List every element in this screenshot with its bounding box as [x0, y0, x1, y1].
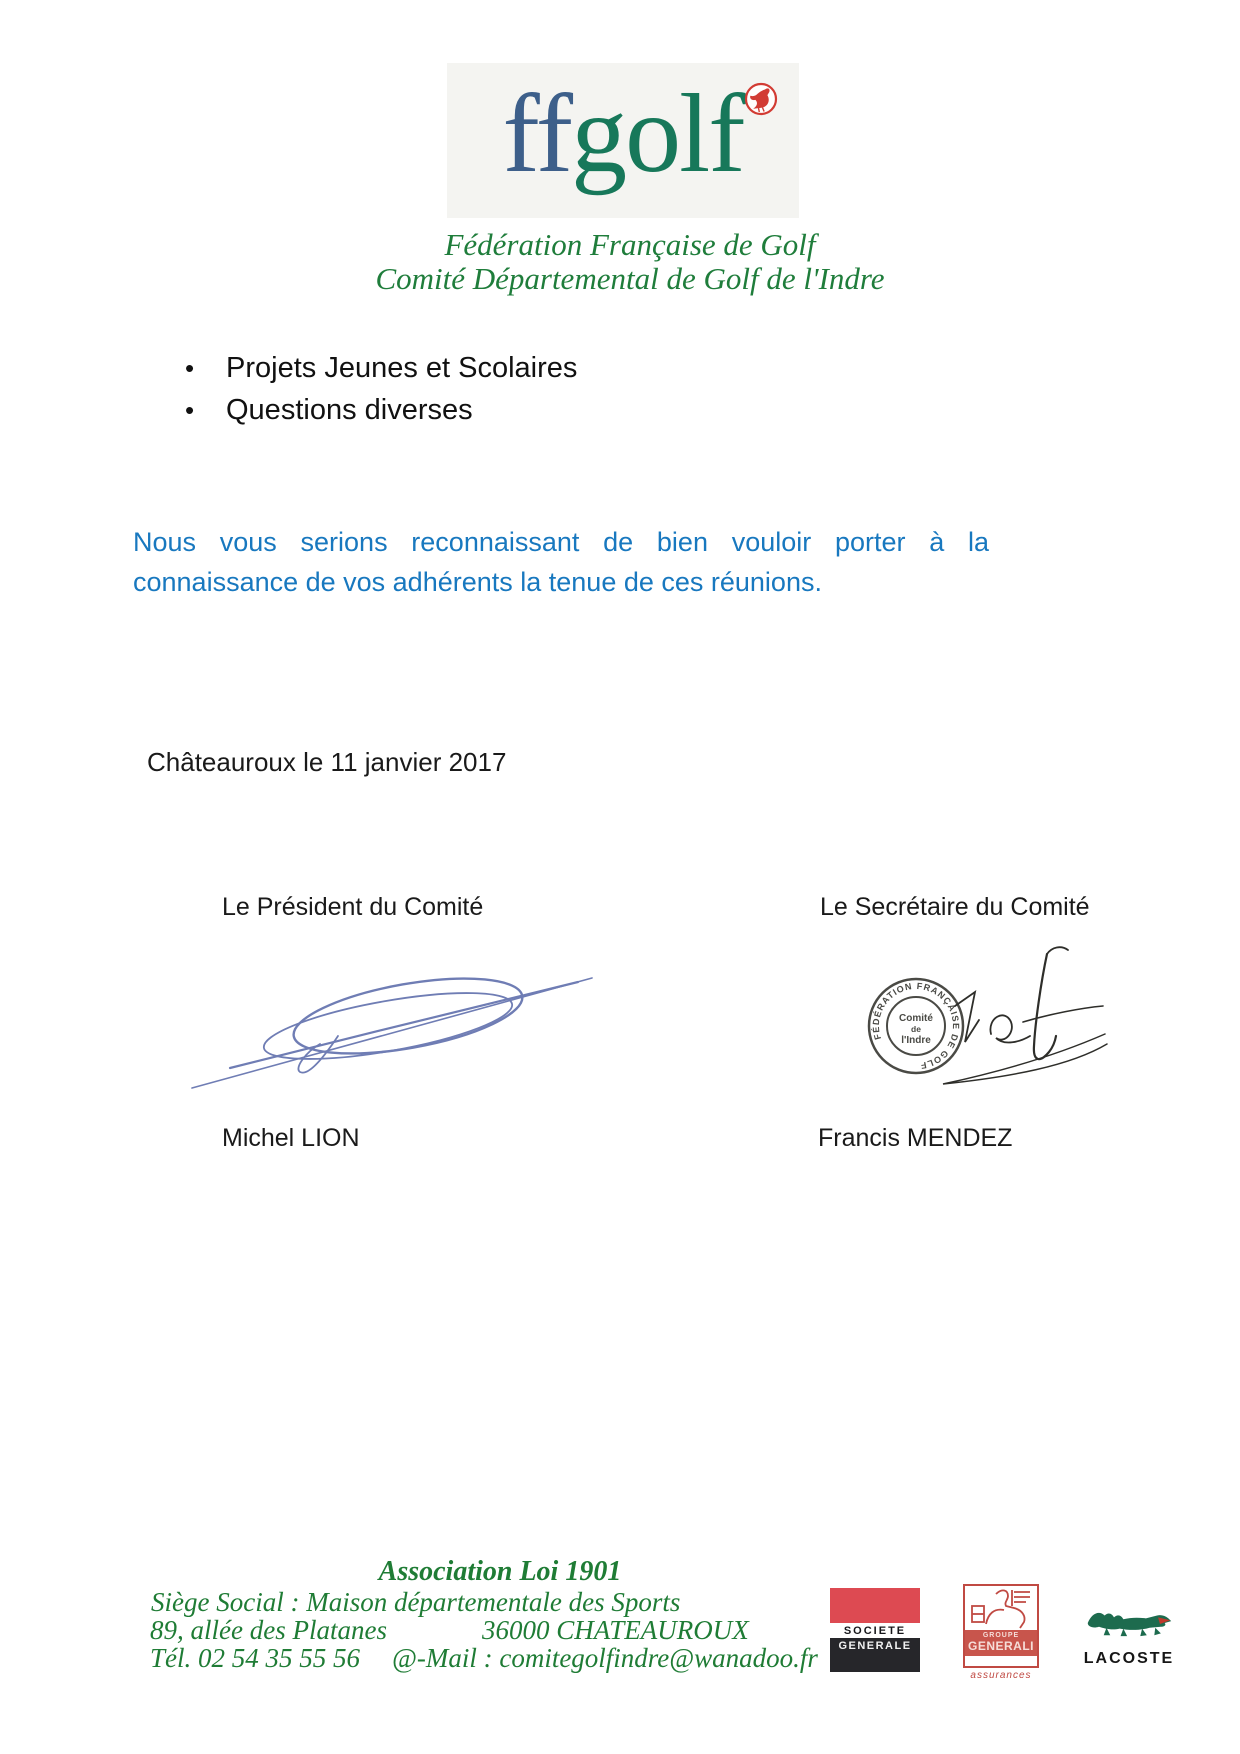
secretary-signature	[935, 942, 1110, 1110]
organization-header	[330, 228, 930, 296]
societe-generale-word2: GENERALE	[830, 1638, 920, 1672]
footer-street: 89, allée des Platanes	[150, 1615, 387, 1645]
footer-association: Association Loi 1901	[378, 1556, 622, 1587]
generali-logo	[963, 1584, 1039, 1681]
federation-name: Fédération Française de Golf	[444, 227, 816, 262]
ffgolf-wordmark-ff: ff	[502, 71, 572, 196]
rooster-icon	[743, 81, 779, 117]
notice-line-1: Nous vous serions reconnaissant de bien vouloir porter à la	[133, 527, 989, 557]
footer-city: 36000 CHATEAUROUX	[481, 1615, 749, 1645]
secretary-name: Francis MENDEZ	[818, 1124, 1013, 1152]
bullet-item-text: Questions diverses	[226, 394, 473, 426]
societe-generale-word1: SOCIETE	[830, 1623, 920, 1638]
ffgolf-wordmark-golf: golf	[571, 71, 744, 196]
stamp-ring-text: FÉDÉRATION FRANÇAISE DE GOLF	[870, 980, 962, 1071]
lacoste-label: LACOSTE	[1083, 1650, 1175, 1667]
president-title: Le Président du Comité	[222, 893, 484, 921]
bullet-icon: •	[185, 353, 195, 383]
president-signature	[170, 948, 600, 1103]
ffgolf-logo	[447, 63, 799, 218]
ffgolf-wordmark	[502, 71, 744, 204]
president-name: Michel LION	[222, 1124, 360, 1152]
secretary-title: Le Secrétaire du Comité	[820, 893, 1090, 921]
societe-generale-red-band	[830, 1588, 920, 1623]
committee-name: Comité Départemental de Golf de l'Indre	[375, 261, 885, 296]
lacoste-logo	[1083, 1602, 1175, 1668]
dateline: Châteauroux le 11 janvier 2017	[147, 747, 507, 777]
generali-band	[965, 1630, 1037, 1656]
generali-word2: GENERALI	[967, 1638, 1034, 1653]
notice-line-2: connaissance de vos adhérents la tenue de ces réunions.	[133, 567, 822, 597]
stamp-center-line1: Comité	[899, 1013, 933, 1024]
stamp-center-line3: l'Indre	[901, 1035, 931, 1046]
notice-paragraph	[133, 522, 989, 602]
list-item	[185, 352, 577, 385]
generali-word3: assurances	[970, 1670, 1032, 1681]
bullet-item-text: Projets Jeunes et Scolaires	[226, 352, 578, 384]
societe-generale-logo	[830, 1588, 920, 1672]
footer-address	[150, 1615, 749, 1646]
generali-box	[963, 1584, 1039, 1668]
footer-contact	[150, 1643, 818, 1674]
footer-email: @-Mail : comitegolfindre@wanadoo.fr	[392, 1643, 818, 1673]
list-item	[185, 394, 577, 427]
crocodile-icon	[1084, 1602, 1174, 1644]
footer-phone: Tél. 02 54 35 55 56	[150, 1643, 361, 1673]
generali-lion-icon	[966, 1586, 1036, 1630]
agenda-bullet-list	[185, 352, 577, 436]
footer-siege: Siège Social : Maison départementale des Sports	[151, 1587, 681, 1617]
bullet-icon: •	[185, 395, 195, 425]
stamp-center-line2: de	[911, 1024, 921, 1034]
generali-word1: GROUPE	[982, 1632, 1020, 1639]
